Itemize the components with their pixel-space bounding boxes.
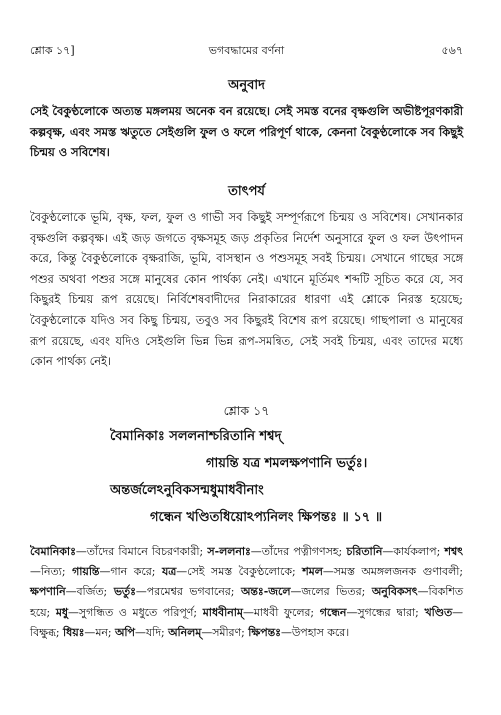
synonym-term: বৈমানিকাঃ xyxy=(30,545,76,558)
verse-section xyxy=(30,403,463,531)
synonym-term: গন্ধেন xyxy=(319,605,347,619)
synonym-meaning: মাধবী ফুলের; xyxy=(253,605,315,619)
synonym-term: মাধবীনাম্ xyxy=(202,605,243,619)
synonyms-text: বৈমানিকাঃ—তাঁদের বিমানে বিচরণকারী; স-ললনাঃ—তাঁদের পত্নীগণসহ; চরিতানি—কার্যকলাপ; শশ্বৎ—নিত্য; গায়ন্তি—গান করে; যত্র—সেই সমস্ত বৈকুণ্ঠলোকে; শমল—সমস্ত অমঙ্গলজনক গুণাবলী; ক্ষপণানি—বর্জিত; ভর্তুঃ—পরমেশ্বর ভগবানের; অন্তঃ-জলে—জলের ভিতর; অনুবিকসৎ—বিকশিত হয়ে; মধু—সুগন্ধিত ও মধুতে পরিপূর্ণ; মাধবীনাম্—মাধবী ফুলের; গন্ধেন—সুগন্ধের দ্বারা; খণ্ডিত—বিক্ষুব্ধ; ধিয়ঃ—মন; অপি—যদি; অনিলম্—সমীরণ; ক্ষিপন্তঃ—উপহাস করে। xyxy=(30,545,464,639)
translation-heading: অনুবাদ xyxy=(228,78,265,93)
synonym-meaning: সমস্ত অমঙ্গলজনক গুণাবলী; xyxy=(333,565,464,579)
synonym-term: ভর্তুঃ xyxy=(113,585,136,599)
synonym-meaning: পরমেশ্বর ভগবানের; xyxy=(146,585,235,599)
synonym-term: শমল xyxy=(302,565,323,579)
running-header xyxy=(30,42,463,58)
synonym-meaning: তাঁদের বিমানে বিচরণকারী; xyxy=(86,545,204,558)
synonym-meaning: উপহাস করে। xyxy=(291,625,350,639)
verse-line-2: গায়ন্তি যত্র শমলক্ষপণানি ভর্তুঃ। xyxy=(206,456,368,471)
page-number: ৫৬৭ xyxy=(441,44,463,57)
synonym-term: মধু xyxy=(55,605,69,619)
synonym-term: খণ্ডিত xyxy=(424,605,453,619)
synonym-meaning: বিক্ষুব্ধ; xyxy=(30,625,60,639)
synonym-meaning: সেই সমস্ত বৈকুণ্ঠলোকে; xyxy=(187,565,296,579)
synonym-term: চরিতানি xyxy=(346,545,383,558)
synonym-meaning: গান করে; xyxy=(110,565,156,579)
synonym-meaning: যদি; xyxy=(145,625,165,639)
synonym-meaning: জলের ভিতর; xyxy=(301,585,366,599)
synonyms-section xyxy=(30,542,463,643)
synonym-meaning: মন; xyxy=(95,625,112,639)
purport-section xyxy=(30,182,463,372)
header-chapter-title: ভগবদ্ধামের বর্ণনা xyxy=(208,44,285,57)
synonym-meaning: সমীরণ; xyxy=(212,625,245,639)
synonym-meaning: সুগন্ধিত ও মধুতে পরিপূর্ণ; xyxy=(78,605,198,619)
synonym-meaning: নিত্য; xyxy=(40,565,66,579)
synonym-meaning: বর্জিত; xyxy=(76,585,108,599)
synonym-term: অনুবিকসৎ xyxy=(371,585,418,599)
synonym-term: অপি xyxy=(115,625,135,639)
synonym-meaning: বিকশিত হয়ে; xyxy=(30,585,463,619)
translation-text: সেই বৈকুণ্ঠলোকে অত্যন্ত মঙ্গলময় অনেক বন রয়েছে। সেই সমস্ত বনের বৃক্ষগুলি অভীষ্টপূরণকারী কল্পবৃক্ষ, এবং সমস্ত ঋতুতে সেইগুলি ফুল ও ফলে পরিপূর্ণ থাকে, কেননা বৈকুণ্ঠলোকে সব কিছুই চিন্ময় ও সবিশেষ। xyxy=(30,104,463,160)
translation-section xyxy=(30,76,463,163)
synonym-meaning: তাঁদের পত্নীগণসহ; xyxy=(261,545,343,558)
synonym-term: গায়ন্তি xyxy=(72,565,100,579)
purport-heading: তাৎপর্য xyxy=(228,184,265,199)
synonym-meaning: কার্যকলাপ; xyxy=(393,545,441,558)
synonym-term: ক্ষিপন্তঃ xyxy=(248,625,281,639)
synonym-term: শশ্বৎ xyxy=(444,545,463,558)
verse-title: শ্লোক ১৭ xyxy=(223,403,270,418)
synonym-term: যত্র xyxy=(161,565,177,579)
purport-text: বৈকুণ্ঠলোকে ভূমি, বৃক্ষ, ফল, ফুল ও গাভী সব কিছুই সম্পূর্ণরূপে চিন্ময় ও সবিশেষ। সেখানকার বৃক্ষগুলি কল্পবৃক্ষ। এই জড় জগতে বৃক্ষসমূহ জড় প্রকৃতির নির্দেশ অনুসারে ফুল ও ফল উৎপাদন করে, কিন্তু বৈকুণ্ঠলোকে বৃক্ষরাজি, ভূমি, বাসস্থান ও পশুসমূহ সবই চিন্ময়। সেখানে গাছের সঙ্গে পশুর অথবা পশুর সঙ্গে মানুষের কোন পার্থক্য নেই। এখানে মূর্তিমৎ শব্দটি সূচিত করে যে, সব কিছুরই চিন্ময় রূপ রয়েছে। নির্বিশেষবাদীদের নিরাকারের ধারণা এই শ্লোকে নিরস্ত হয়েছে; বৈকুণ্ঠলোকে যদিও সব কিছু চিন্ময়, তবুও সব কিছুরই বিশেষ রূপ রয়েছে। গাছপালা ও মানুষের রূপ রয়েছে, এবং যদিও সেইগুলি ভিন্ন ভিন্ন রূপ-সমন্বিত, সেই সবই চিন্ময়, এবং তাদের মধ্যে কোন পার্থক্য নেই। xyxy=(30,210,463,369)
synonym-term: ধিয়ঃ xyxy=(62,625,85,639)
header-verse-ref: শ্লোক ১৭] xyxy=(30,44,75,57)
verse-line-3: অন্তর্জলেঽনুবিকসন্মধুমাধবীনাং xyxy=(110,483,264,498)
verse-line-4: গন্ধেন খণ্ডিতধিয়োঽপ্যনিলং ক্ষিপন্তঃ ॥ ১৭ ॥ xyxy=(150,510,383,525)
synonym-term: স-ললনাঃ xyxy=(207,545,251,558)
synonym-term: অন্তঃ-জলে xyxy=(240,585,291,599)
synonym-term: ক্ষপণানি xyxy=(30,585,66,599)
synonym-term: অনিলম্ xyxy=(168,625,202,639)
synonym-meaning: সুগন্ধের দ্বারা; xyxy=(357,605,419,619)
verse-line-1: বৈমানিকাঃ সললনাশ্চরিতানি শশ্বদ্ xyxy=(110,429,282,444)
